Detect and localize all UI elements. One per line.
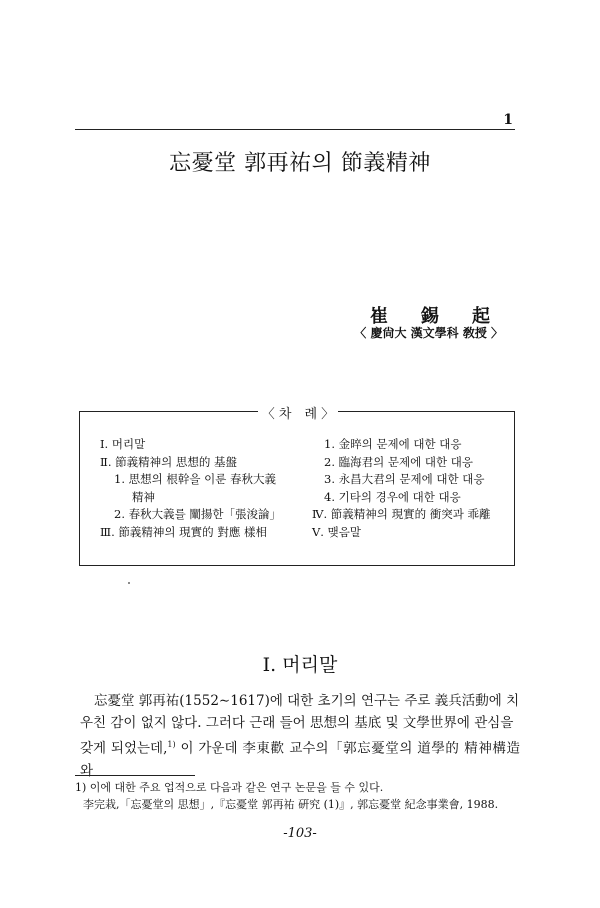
toc-left-column [100,436,300,541]
page-number: 1 [503,112,513,128]
toc-right-column [312,436,512,541]
toc-item: Ⅰ. 머리말 [100,437,146,451]
author-name-char: 崔 [370,306,388,327]
body-line: 忘憂堂 郭再祐(1552∼1617)에 대한 초기의 연구는 주로 義兵活動에 치 [94,693,520,709]
header-rule [75,129,515,130]
footnote-reference: 李完栽,「忘憂堂의 思想」,『忘憂堂 郭再祐 硏究 (1)』, 郭忘憂堂 紀念事業會, 1988. [83,798,499,811]
body-paragraph [80,690,520,782]
paper-title: 忘憂堂 郭再祐의 節義精神 [169,151,431,176]
section-heading: Ⅰ. 머리말 [262,654,338,676]
toc-item: 1. 思想의 根幹을 이룬 春秋大義 [114,472,277,486]
author-name-char: 起 [472,306,490,327]
toc-item: 1. 金晬의 문제에 대한 대응 [324,437,462,451]
toc-item: Ⅳ. 節義精神의 現實的 衝突과 乖離 [312,507,491,521]
toc-item: 2. 春秋大義를 闡揚한「張浚論」 [114,507,281,521]
body-line-part: 갖게 되었는데, [80,740,168,757]
footnote [75,779,520,813]
toc-item: Ⅴ. 맺음말 [312,524,361,539]
toc-item: Ⅱ. 節義精神의 思想的 基盤 [100,454,238,469]
scan-speck [128,582,130,584]
toc-item: 精神 [132,489,155,504]
toc-heading-label: 〈 차 례 〉 [258,407,338,422]
toc-heading [80,403,516,422]
author-name-char: 錫 [421,306,439,327]
footnote-rule [75,775,195,776]
toc-item: Ⅲ. 節義精神의 現實的 對應 樣相 [100,524,267,539]
table-of-contents [79,407,515,566]
page-footer-number: -103- [283,826,317,841]
body-line-part: 이 가운데 李東歡 교수의「郭忘憂堂의 道學的 精神構造와 [80,740,520,779]
toc-item: 4. 기타의 경우에 대한 대응 [324,489,461,504]
footnote-line: 1) 이에 대한 주요 업적으로 다음과 같은 연구 논문을 들 수 있다. [75,781,384,794]
footnote-mark: 1) [167,740,176,749]
toc-item: 2. 臨海君의 문제에 대한 대응 [324,454,473,469]
author-affiliation: 〈 慶尙大 漢文學科 敎授 〉 [354,326,503,340]
body-line: 우친 감이 없지 않다. 그러다 근래 들어 思想의 基底 및 文學世界에 관심을 [80,715,514,731]
toc-item: 3. 永昌大君의 문제에 대한 대응 [324,472,485,486]
